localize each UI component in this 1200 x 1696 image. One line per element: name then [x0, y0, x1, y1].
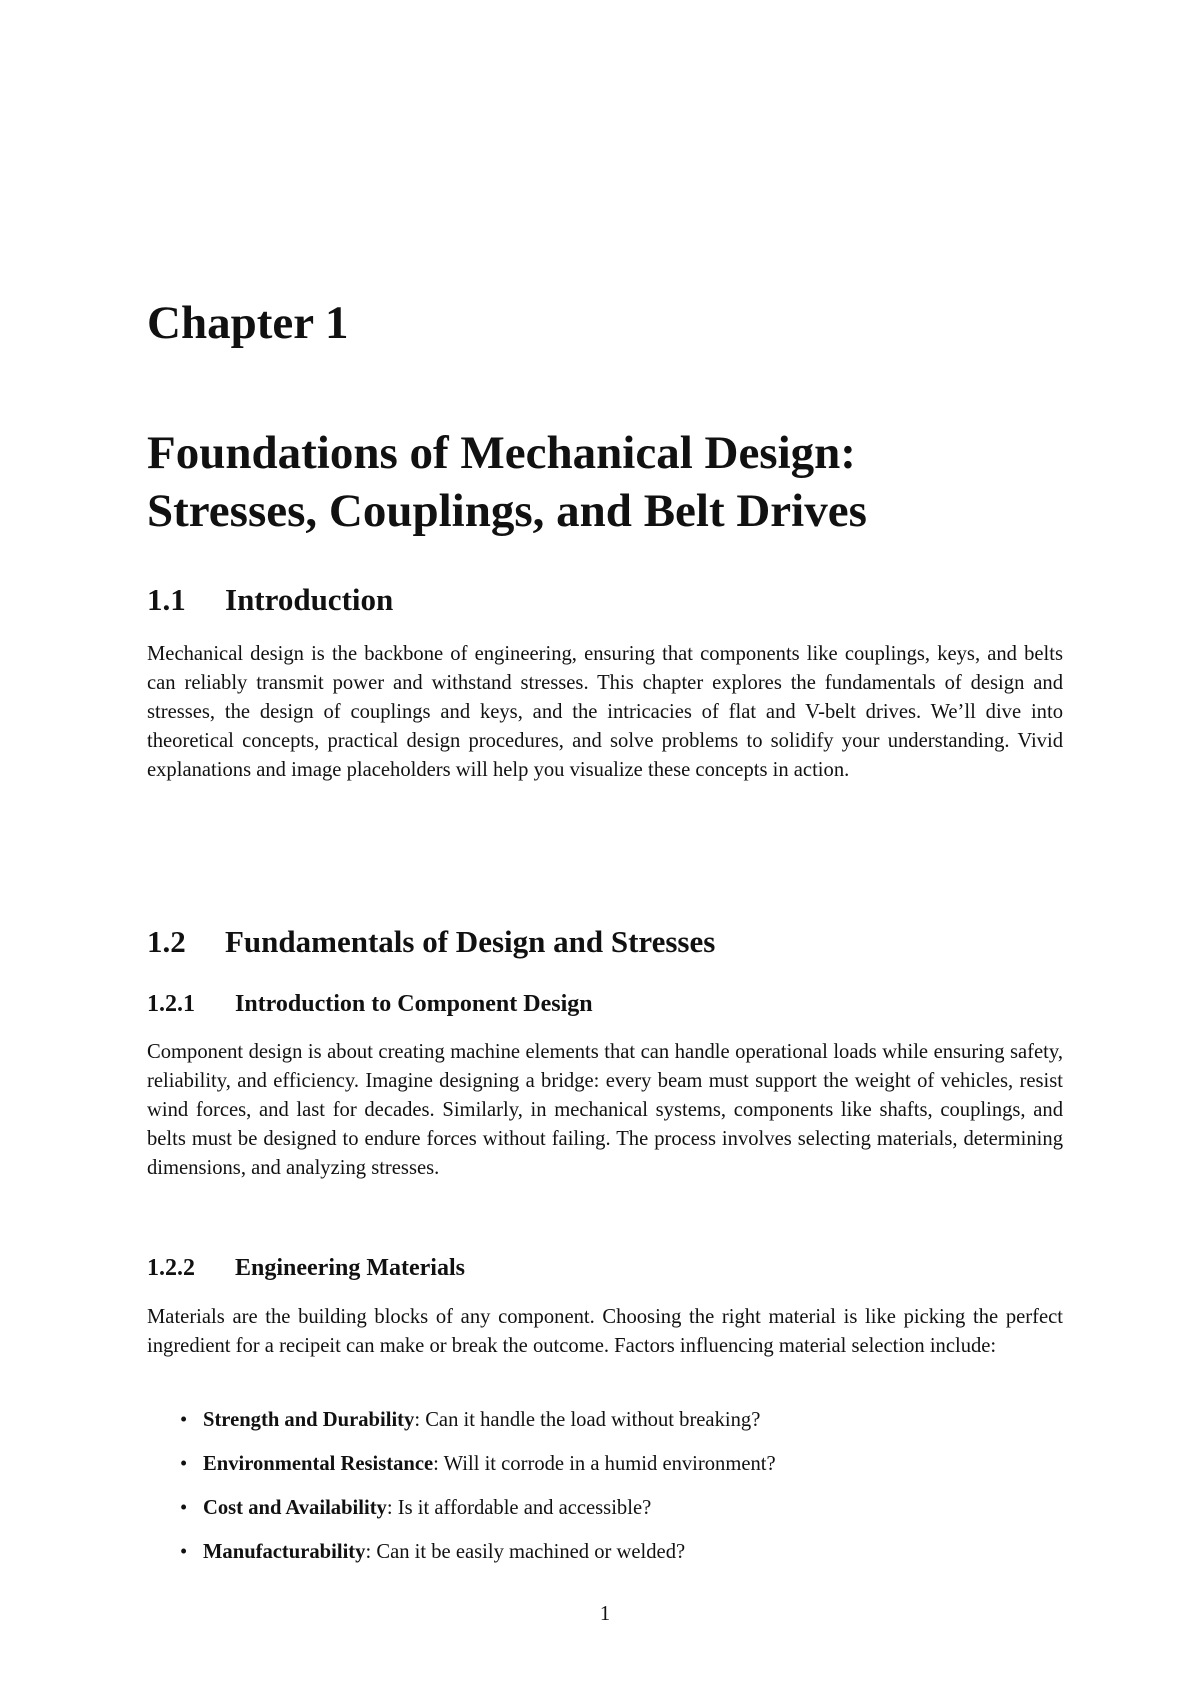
list-item-term: Strength and Durability: [203, 1409, 415, 1431]
bullet-icon: •: [180, 1497, 188, 1519]
section-heading-introduction: [147, 584, 393, 615]
section-heading-fundamentals: [147, 926, 715, 957]
chapter-title-line-1: Foundations of Mechanical Design:: [147, 427, 856, 479]
section-number: 1.1: [147, 582, 186, 617]
section-number: 1.2: [147, 924, 186, 959]
list-item-text: : Will it corrode in a humid environment?: [433, 1453, 776, 1475]
section-title: Introduction: [225, 582, 394, 617]
chapter-label: Chapter 1: [147, 297, 349, 349]
list-item-term: Manufacturability: [203, 1541, 366, 1563]
list-item: [177, 1450, 1063, 1479]
list-item-text: : Can it handle the load without breaking?: [414, 1409, 761, 1431]
subsection-title: Introduction to Component Design: [235, 991, 593, 1017]
page-number: 1: [599, 1603, 611, 1625]
document-page: [147, 0, 1063, 1696]
bullet-icon: •: [180, 1541, 188, 1563]
subsection-heading-engineering-materials: [147, 1256, 465, 1280]
chapter-title-line-2: Stresses, Couplings, and Belt Drives: [147, 485, 867, 537]
component-design-paragraph: Component design is about creating machine elements that can handle operational loads while ensuring safety, reliability, and efficiency. Imagine designing a bridge: every beam must support the weight of vehicles, resist wind forces, and last for decades. Similarly, in mechanical systems, components like shafts, couplings, and belts must be designed to endure forces without failing. The process involves selecting materials, determining dimensions, and analyzing stresses.: [147, 1041, 1063, 1179]
bullet-icon: •: [180, 1409, 188, 1431]
list-item-term: Environmental Resistance: [203, 1453, 434, 1475]
engineering-materials-paragraph: Materials are the building blocks of any component. Choosing the right material is like picking the perfect ingredient for a recipeit can make or break the outcome. Factors influencing material selection include:: [147, 1306, 1063, 1357]
subsection-heading-component-design: [147, 992, 593, 1016]
chapter-title: [147, 424, 867, 540]
material-factors-list: [177, 1406, 1063, 1582]
list-item: [177, 1406, 1063, 1435]
list-item-term: Cost and Availability: [203, 1497, 387, 1519]
introduction-paragraph: Mechanical design is the backbone of engineering, ensuring that components like couplings, keys, and belts can reliably transmit power and withstand stresses. This chapter explores the fundamentals of design and stresses, the design of couplings and keys, and the intricacies of flat and V-belt drives. We’ll dive into theoretical concepts, practical design procedures, and solve problems to solidify your understanding. Vivid explanations and image placeholders will help you visualize these concepts in action.: [147, 643, 1063, 781]
section-title: Fundamentals of Design and Stresses: [225, 924, 716, 959]
subsection-number: 1.2.1: [147, 991, 195, 1017]
bullet-icon: •: [180, 1453, 188, 1475]
list-item-text: : Is it affordable and accessible?: [386, 1497, 652, 1519]
subsection-title: Engineering Materials: [235, 1255, 465, 1281]
list-item: [177, 1538, 1063, 1567]
list-item: [177, 1494, 1063, 1523]
list-item-text: : Can it be easily machined or welded?: [365, 1541, 686, 1563]
subsection-number: 1.2.2: [147, 1255, 195, 1281]
